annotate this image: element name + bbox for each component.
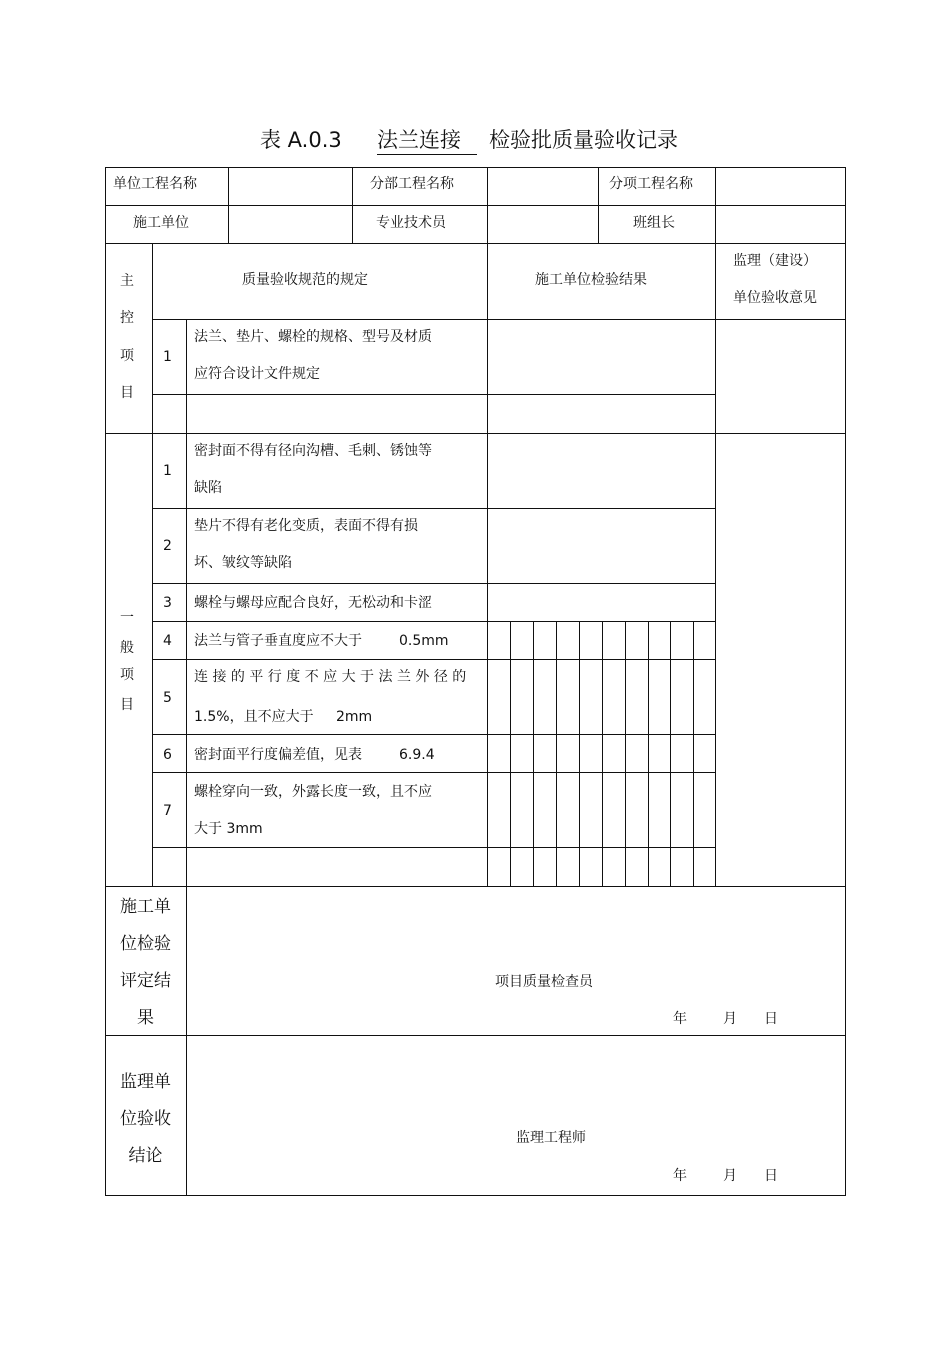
table-gridline: [228, 167, 229, 244]
table-gridline: [105, 205, 846, 206]
construction-eval-label-line: 评定结: [120, 971, 171, 991]
table-gridline: [152, 659, 716, 660]
table-gridline: [152, 583, 716, 584]
main-control-label-char: 目: [120, 385, 134, 401]
general-label-char: 般: [120, 640, 134, 656]
construction-eval-label-line: 果: [137, 1008, 154, 1028]
construction-unit-label: 施工单位: [133, 215, 189, 231]
general-item-text: 螺栓穿向一致，外露长度一致，且不应: [194, 784, 432, 800]
general-item-number: 7: [163, 803, 172, 819]
month-label: 月: [723, 1011, 737, 1027]
general-item-text: 密封面不得有径向沟槽、毛刺、锈蚀等: [194, 443, 432, 459]
general-item-number: 3: [163, 595, 172, 611]
main-control-label-char: 控: [120, 310, 134, 326]
table-gridline: [152, 734, 716, 735]
general-item-text: 1.5%，且不应大于: [194, 709, 314, 725]
main-control-label-char: 主: [120, 273, 134, 289]
spec-column-header: 质量验收规范的规定: [242, 272, 368, 288]
supervision-column-header-line2: 单位验收意见: [733, 290, 817, 306]
technician-label: 专业技术员: [376, 215, 446, 231]
table-gridline: [152, 243, 153, 886]
title-subject: 法兰连接: [377, 124, 477, 155]
general-item-text: 垫片不得有老化变质，表面不得有损: [194, 518, 418, 534]
general-item-text: 缺陷: [194, 480, 222, 496]
general-item-number: 1: [163, 463, 172, 479]
general-label-char: 目: [120, 697, 134, 713]
table-gridline: [715, 167, 716, 886]
table-gridline: [152, 772, 716, 773]
general-label-char: 一: [120, 610, 134, 626]
general-item-text: 连 接 的 平 行 度 不 应 大 于 法 兰 外 径 的: [194, 669, 467, 685]
title-suffix: 检验批质量验收记录: [489, 128, 678, 152]
table-gridline: [579, 621, 580, 886]
general-label-char: 项: [120, 667, 134, 683]
construction-eval-label-line: 施工单: [120, 897, 171, 917]
table-gridline: [105, 243, 846, 244]
supervision-label-line: 位验收: [120, 1109, 171, 1129]
table-gridline: [105, 886, 846, 887]
general-item-text: 坏、皱纹等缺陷: [194, 555, 292, 571]
table-gridline: [533, 621, 534, 886]
quality-inspector-label: 项目质量检查员: [495, 974, 593, 990]
table-gridline: [152, 508, 716, 509]
general-item-text: 法兰与管子垂直度应不大于: [194, 633, 362, 649]
table-gridline: [152, 621, 716, 622]
day-label: 日: [764, 1168, 778, 1184]
table-gridline: [693, 621, 694, 886]
general-item-number: 4: [163, 633, 172, 649]
table-gridline: [186, 319, 187, 433]
team-leader-label: 班组长: [633, 215, 675, 231]
table-gridline: [105, 433, 846, 434]
main-control-label-char: 项: [120, 348, 134, 364]
month-label: 月: [723, 1168, 737, 1184]
table-gridline: [625, 621, 626, 886]
year-label: 年: [673, 1168, 687, 1184]
title-prefix: 表 A.0.3: [260, 128, 342, 152]
result-column-header: 施工单位检验结果: [535, 272, 647, 288]
general-item-value: 0.5mm: [399, 633, 449, 649]
table-gridline: [487, 167, 488, 886]
general-item-text: 大于 3mm: [194, 821, 263, 837]
table-gridline: [152, 847, 716, 848]
table-gridline: [152, 319, 846, 320]
table-gridline: [105, 167, 846, 168]
main-item-text: 法兰、垫片、螺栓的规格、型号及材质: [194, 329, 432, 345]
general-item-number: 5: [163, 690, 172, 706]
table-gridline: [105, 1195, 846, 1196]
general-item-text: 螺栓与螺母应配合良好，无松动和卡涩: [194, 595, 432, 611]
general-item-number: 6: [163, 747, 172, 763]
general-item-value: 2mm: [336, 709, 373, 725]
table-gridline: [510, 621, 511, 886]
table-gridline: [186, 433, 187, 1196]
day-label: 日: [764, 1011, 778, 1027]
supervision-label-line: 结论: [128, 1146, 163, 1166]
general-item-number: 2: [163, 538, 172, 554]
item-project-label: 分项工程名称: [609, 176, 693, 192]
supervision-label-line: 监理单: [120, 1072, 171, 1092]
table-gridline: [105, 1035, 846, 1036]
table-gridline: [845, 167, 846, 1196]
table-gridline: [352, 167, 353, 244]
division-project-label: 分部工程名称: [370, 176, 454, 192]
table-gridline: [670, 621, 671, 886]
general-item-text: 密封面平行度偏差值，见表: [194, 747, 362, 763]
table-gridline: [556, 621, 557, 886]
main-item-text: 应符合设计文件规定: [194, 366, 320, 382]
table-gridline: [152, 394, 716, 395]
page-title: [0, 124, 950, 158]
general-item-value: 6.9.4: [399, 747, 435, 763]
supervising-engineer-label: 监理工程师: [516, 1130, 586, 1146]
main-item-number: 1: [163, 349, 172, 365]
unit-project-label: 单位工程名称: [113, 176, 197, 192]
construction-eval-label-line: 位检验: [120, 934, 171, 954]
table-gridline: [648, 621, 649, 886]
table-gridline: [602, 621, 603, 886]
table-gridline: [105, 167, 106, 1196]
year-label: 年: [673, 1011, 687, 1027]
table-gridline: [598, 167, 599, 244]
supervision-column-header-line1: 监理（建设）: [733, 253, 817, 269]
